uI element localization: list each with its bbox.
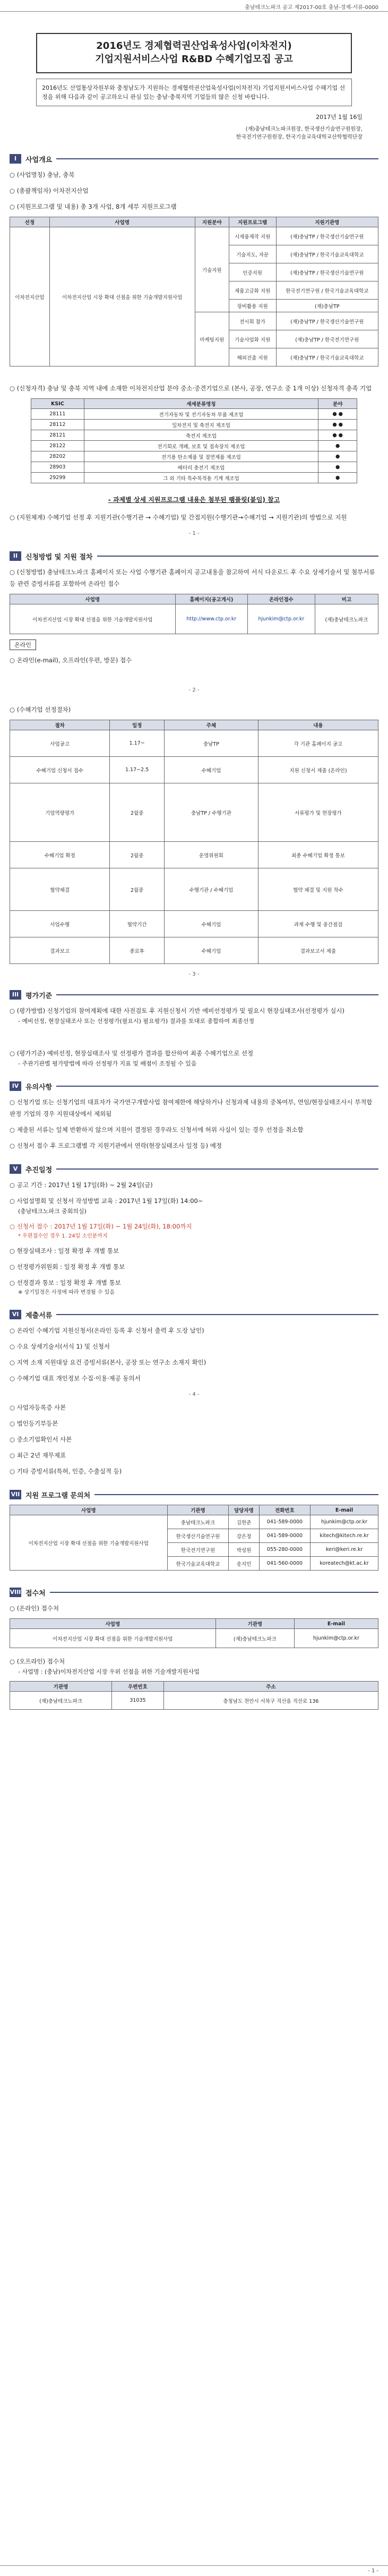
section-title: 지원 프로그램 문의처 (25, 1491, 91, 1500)
section-rule (56, 1086, 378, 1087)
cell: 충남TP / 수행기관 (165, 783, 258, 842)
contact-table-wrap (10, 1505, 378, 1571)
section-number: VI (10, 1310, 21, 1319)
online-reception-table (10, 1618, 378, 1648)
col-header: 사업명 (49, 217, 195, 227)
offline-reception-title: ○ (오프라인) 접수처 (10, 1658, 65, 1665)
eval-method: ○ (평가방법) 신청기업의 참여계획에 대한 사전검토 후 지원신청서 기반 예비선정평가 및 필요시 현장실태조사(선정평가 실시) (10, 1007, 344, 1014)
schedule-period: ○ 공고 기간 : 2017년 1월 17일(화) ~ 2월 24일(금) (10, 1181, 153, 1189)
cell: 이차전지산업 시장 확대 선점을 위한 기술개발지원사업 (10, 1629, 216, 1648)
section-rule (56, 1314, 378, 1315)
eval-criteria: ○ (평가기준) 예비선정, 현장실태조사 및 선정평가 결과를 합산하여 최종 수혜기업으로 선정 (10, 1050, 254, 1057)
cell: 충남테크노파크 (167, 1515, 229, 1529)
col-header: 온라인접수 (247, 594, 315, 604)
cell: 041-589-0000 (259, 1529, 310, 1543)
flow-table-wrap (10, 720, 378, 964)
online-label: 온라인 (10, 639, 36, 650)
cell: ● (318, 473, 357, 483)
section-rule (56, 158, 378, 159)
cell: 협약 체결 및 지원 착수 (258, 868, 378, 911)
section-title: 평가기준 (25, 992, 53, 1000)
table-row (31, 451, 357, 462)
cell: 송지민 (229, 1557, 260, 1571)
cell: 수혜기업 신청서 접수 (10, 757, 110, 783)
col-header: 지원기관명 (276, 217, 378, 227)
cell: 기업역량평가 (10, 783, 110, 842)
col-header: 일정 (110, 720, 165, 730)
cell: 041-589-0000 (259, 1515, 310, 1529)
caution-2: ○ 제출된 서류는 일체 반환하지 않으며 지원이 결정된 경우라도 신청서에 허위 사실이 있는 경우 선정을 취소함 (10, 1126, 304, 1133)
cell: (재)충남테크노파크 (10, 1692, 112, 1710)
cell: 055-280-0000 (259, 1543, 310, 1557)
cell: 31035 (112, 1692, 164, 1710)
apply-method: ○ (신청방법) 충남테크노파크 홈페이지 또는 사업 수행기관 홈페이지 공고내용을 참고하여 서식 다운로드 후 수요 상세기술서 및 첨부서류 등 관련 증빙서류를 포함하여 온라인 접수 (10, 568, 375, 587)
program-table-wrap (10, 217, 378, 366)
section-number: VII (10, 1490, 21, 1499)
caution-3: ○ 신청서 접수 후 프로그램별 각 지원기관에서 연락(현장실태조사 일정 등) 예정 (10, 1142, 222, 1149)
section-reception (10, 1586, 378, 1598)
cell: (재)충남TP (276, 300, 378, 312)
col-header: 주체 (165, 720, 258, 730)
docs-list-item: ○ 최근 2년 재무제표 (10, 1452, 66, 1459)
cell: 28122 (31, 441, 84, 451)
cell: 결과보고서 제출 (258, 937, 378, 964)
cell: ● ● (318, 409, 357, 420)
schedule-submission: ○ 신청서 접수 : 2017년 1월 17일(화) ~ 1월 24일(화), 18:00까지 (10, 1223, 192, 1230)
cell: 결과보고 (10, 937, 110, 964)
schedule-briefing: ○ 사업설명회 및 신청서 작성방법 교육 : 2017년 1월 17일(화) 14:00~ (10, 1197, 203, 1205)
cell: 사업수행 (10, 911, 110, 937)
table-row (10, 1692, 378, 1710)
col-header: 전화번호 (259, 1505, 310, 1515)
cell: 충청남도 천안시 서북구 직산읍 직산로 136 (163, 1692, 378, 1710)
cell: 전시회 참가 (229, 312, 276, 330)
email-link[interactable]: koreatech@kt.ac.kr (311, 1557, 378, 1571)
cell: 이차전지산업 (10, 227, 50, 366)
col-header: 사업명 (10, 1505, 168, 1515)
col-header: E-mail (294, 1619, 378, 1629)
cell: 041-560-0000 (259, 1557, 310, 1571)
apply-table-wrap (10, 594, 378, 634)
cell: 인증지원 (229, 263, 276, 282)
cell: 수혜기업 (165, 911, 258, 937)
apply-channels: ○ 온라인(e-mail), 오프라인(우편, 방문) 접수 (10, 656, 132, 664)
cell: 해외진출 지원 (229, 348, 276, 366)
ksic-table (31, 398, 357, 483)
cell: 기술지도, 자문 (229, 245, 276, 263)
document-header: 충남테크노파크 공고 제2017-00호 충남-경제-서류-0000 (0, 0, 388, 12)
homepage-link[interactable]: http://www.ctp.or.kr (175, 604, 247, 634)
schedule-site-survey: ○ 현장실태조사 : 일정 확정 후 개별 통보 (10, 1247, 119, 1255)
page-divider: - 2 - (188, 687, 200, 693)
cell: 운영위원회 (165, 842, 258, 868)
docs-1: ○ 온라인 수혜기업 지원신청서(온라인 등록 후 신청서 출력 후 도장 날인) (10, 1327, 204, 1334)
online-table-wrap (10, 1618, 378, 1648)
section-title: 추진일정 (25, 1166, 53, 1174)
section-number: II (10, 551, 21, 561)
cell: 전기자동차 및 전기자동차 부품 제조업 (84, 409, 318, 420)
section-title: 제출서류 (25, 1311, 53, 1320)
col-header: KSIC (31, 399, 84, 409)
section-apply (10, 550, 378, 562)
cell: 28903 (31, 462, 84, 473)
cell: ● (318, 451, 357, 462)
page-divider: - 4 - (188, 1392, 200, 1397)
cell: 한국생산기술연구원 (167, 1529, 229, 1543)
cell: 지원 신청서 제출 (온라인) (258, 757, 378, 783)
cell: 과제 수행 및 중간점검 (258, 911, 378, 937)
docs-3: ○ 지역 소재 지원대상 요건 증빙서류(본사, 공장 또는 연구소 소재지 확인) (10, 1359, 206, 1366)
cell: 강은정 (229, 1529, 260, 1543)
cell: 최종 수혜기업 확정 통보 (258, 842, 378, 868)
cell: 이차전지산업 시장 확대 선점을 위한 기술개발지원사업 (49, 227, 195, 366)
overview-lead: ○ (총괄책임자) 이차전지산업 (10, 187, 89, 194)
col-header: 내용 (258, 720, 378, 730)
overview-support-system: ○ (지원체계) 수혜기업 선정 후 지원기관(수행기관 → 수혜기업) 및 간접지원(수행기관→수혜기업 → 지원기관)의 방법으로 지원 (10, 514, 347, 521)
cell: 수혜기업 (165, 757, 258, 783)
cell: ● (318, 462, 357, 473)
cell: 2월중 (110, 783, 165, 842)
col-header: 세세분류명칭 (84, 399, 318, 409)
apply-table (10, 594, 378, 634)
organizations (10, 125, 363, 141)
cell: (재)충남테크노파크 (215, 1629, 294, 1648)
org-line: (재)충남테크노파크원장, 한국생산기술연구원원장, (245, 126, 363, 132)
cell: (재)충남TP / 한국기술교육대학교 (276, 245, 378, 263)
section-title: 유의사항 (25, 1083, 53, 1091)
table-row (10, 937, 378, 964)
col-header: 기관명 (167, 1505, 229, 1515)
section-number: III (10, 990, 21, 1000)
cell: (재)충남TP / 한국기술교육대학교 (276, 348, 378, 366)
table-row (10, 757, 378, 783)
cell: (재)충남TP / 한국전기연구원 (276, 330, 378, 348)
section-title: 신청방법 및 지원 절차 (25, 553, 93, 561)
email-link[interactable]: hjunkim@ctp.or.kr (247, 604, 315, 634)
section-number: VIII (10, 1588, 21, 1597)
cell: 28121 (31, 430, 84, 441)
cell: 2월중 (110, 868, 165, 911)
table-row (10, 783, 378, 842)
schedule-result: ○ 선정결과 통보 : 일정 확정 후 개별 통보 (10, 1279, 121, 1286)
cell: 한국전기연구원 / 한국기술교육대학교 (276, 282, 378, 300)
email-link[interactable]: kitech@kitech.re.kr (311, 1529, 378, 1543)
section-title: 접수처 (25, 1589, 46, 1598)
col-header: 담당자명 (229, 1505, 260, 1515)
eval-method-detail: - 예비선정, 현장실태조사 또는 선정평가(필요시) 필요평가) 결과를 토대로 종합하여 최종선정 (18, 1018, 254, 1025)
announcement-date: 2017년 1월 16일 (316, 114, 363, 121)
cell: 전기회로 개폐, 보호 및 접속장치 제조업 (84, 441, 318, 451)
col-header: E-mail (311, 1505, 378, 1515)
title-line2: 기업지원서비스사업 R&BD 수혜기업모집 공고 (95, 54, 293, 65)
docs-2: ○ 수요 상세기술서(서식 1) 및 신청서 (10, 1343, 110, 1350)
section-title: 사업개요 (25, 156, 53, 164)
cell: 사업공고 (10, 730, 110, 757)
cell: (재)충남TP / 한국생산기술연구원 (276, 227, 378, 245)
title-line1: 2016년도 경제협력권산업육성사업(이차전지) (96, 40, 292, 52)
email-link[interactable]: hjunkim@ctp.or.kr (294, 1629, 378, 1648)
cell: ● ● (318, 430, 357, 441)
cell: 각 기관 홈페이지 공고 (258, 730, 378, 757)
section-contact (10, 1489, 378, 1500)
section-schedule (10, 1163, 378, 1175)
offline-reception-table (10, 1681, 378, 1710)
cell: 협약기간 (110, 911, 165, 937)
table-row (10, 911, 378, 937)
cell: 김현준 (229, 1515, 260, 1529)
cell: 28111 (31, 409, 84, 420)
table-row (10, 842, 378, 868)
table-row (10, 1629, 378, 1648)
online-reception-title: ○ (온라인) 접수처 (10, 1605, 59, 1612)
table-row (10, 1515, 378, 1529)
cell: ● (318, 441, 357, 451)
col-header: 사업명 (10, 594, 176, 604)
col-header: 우편번호 (112, 1682, 164, 1692)
col-header: 지원분야 (195, 217, 229, 227)
section-number: IV (10, 1081, 21, 1091)
cell: 배터리 충전기 제조업 (84, 462, 318, 473)
section-eval (10, 989, 378, 1001)
section-overview (10, 153, 378, 165)
section-rule (94, 1494, 378, 1495)
overview-programs: ○ (지원프로그램 및 내용) 총 3개 사업, 8개 세부 지원프로그램 (10, 203, 177, 210)
cell: 수혜기업 (165, 937, 258, 964)
table-row (31, 430, 357, 441)
docs-list-item: ○ 기타 증빙서류(특허, 인증, 수출실적 등) (10, 1468, 122, 1475)
cell: 축전지 제조업 (84, 430, 318, 441)
offline-reception-note: - 사업명 : (충남)이차전지산업 시장 우위 선점을 위한 기술개발지원사업 (18, 1668, 200, 1675)
contact-table (10, 1505, 378, 1571)
cell: 그 외 기타 특수목적용 기계 제조업 (84, 473, 318, 483)
cell: 수혜기업 확정 (10, 842, 110, 868)
table-row (10, 868, 378, 911)
cell: 1.17~ (110, 730, 165, 757)
cell: 장비활용 지원 (229, 300, 276, 312)
col-header: 선정 (10, 217, 50, 227)
table-row (31, 462, 357, 473)
section-rule (56, 1168, 378, 1170)
table-row (31, 441, 357, 451)
cell: 박성원 (229, 1543, 260, 1557)
col-header: 기관명 (10, 1682, 112, 1692)
section-number: I (10, 154, 21, 164)
cell: 종료후 (110, 937, 165, 964)
cell: (재)충남테크노파크 (315, 604, 378, 634)
program-table (10, 217, 378, 366)
table-row (10, 730, 378, 757)
table-row (10, 227, 378, 245)
cell: 한국기술교육대학교 (167, 1557, 229, 1571)
cell: 협약체결 (10, 868, 110, 911)
cell: 충남TP (165, 730, 258, 757)
schedule-submission-note: * 우편접수인 경우 1. 24일 소인분까지 (18, 1233, 108, 1239)
section-rule (56, 994, 378, 995)
cell: 이차전지산업 시장 확대 선점을 위한 기술개발지원사업 (10, 604, 176, 634)
section-rule (50, 1592, 378, 1593)
overview-name: ○ (사업명칭) 충남, 충북 (10, 171, 75, 178)
cell: 28112 (31, 420, 84, 430)
page-footer: - 1 - (0, 2565, 388, 2576)
email-link[interactable]: hjunkim@ctp.or.kr (311, 1515, 378, 1529)
cell: 전기용 탄소제품 및 절연제품 제조업 (84, 451, 318, 462)
table-row (31, 473, 357, 483)
eval-criteria-detail: - 주관기관별 평가방법에 따라 선정평가 지표 및 배점이 조정될 수 있음 (18, 1060, 197, 1067)
org-line: 한국전기연구원원장, 한국기술교육대학교산학협력단장 (236, 134, 363, 140)
table-row (10, 604, 378, 634)
table-row (31, 420, 357, 430)
flow-title: ○ (수혜기업 선정절차) (10, 706, 71, 713)
col-header: 비고 (315, 594, 378, 604)
cell: 기술사업화 지원 (229, 330, 276, 348)
col-header: 사업명 (10, 1619, 216, 1629)
schedule-note: ※ 상기일정은 사정에 따라 변경될 수 있음 (18, 1290, 115, 1295)
col-header: 분야 (318, 399, 357, 409)
cell: ● ● (318, 420, 357, 430)
cell: (재)충남TP / 한국생산기술연구원 (276, 312, 378, 330)
page-divider: - 3 - (188, 971, 200, 977)
col-header: 지원프로그램 (229, 217, 276, 227)
ksic-table-wrap (10, 398, 378, 483)
cell: 시제품제작 지원 (229, 227, 276, 245)
cell: 서류평가 및 현장평가 (258, 783, 378, 842)
intro-box: 2016년도 산업통상자원부와 충청남도가 지원하는 경제협력권산업육성사업(이차전지) 기업지원서비스사업 수혜기업 선정을 위해 다음과 같이 공고하오니 관심 있는 충남·충북지역 기업들의 많은 신청 바랍니다. (36, 79, 352, 106)
section-docs (10, 1309, 378, 1320)
schedule-committee: ○ 선정평가위원회 : 일정 확정 후 개별 통보 (10, 1263, 125, 1270)
docs-list-item: ○ 법인등기부등본 (10, 1420, 58, 1427)
caution-1: ○ 신청기업 또는 신청기업의 대표자가 국가연구개발사업 참여제한에 해당하거나 신청과제 내용의 중복여부, 연임/현장실태조사시 부적합 판정 기업의 경우 지원대상에서 제외됨 (10, 1098, 373, 1118)
table-row (31, 409, 357, 420)
col-header: 기관명 (215, 1619, 294, 1629)
cell: 1.17~2.5 (110, 757, 165, 783)
cell: 29299 (31, 473, 84, 483)
section-rule (97, 556, 378, 557)
page-divider: - 1 - (188, 531, 200, 536)
email-link[interactable]: keri@keri.re.kr (311, 1543, 378, 1557)
cell: 한국전기연구원 (167, 1543, 229, 1557)
cell: 마케팅지원 (195, 312, 229, 366)
overview-eligibility: ○ (신청자격) 충남 및 충북 지역 내에 소재한 이차전지산업 분야 중소·중견기업으로 (본사, 공장, 연구소 중 1개 이상) 신청자격 충족 기업 (10, 385, 372, 392)
section-number: V (10, 1164, 21, 1174)
col-header: 홈페이지(공고게시) (175, 594, 247, 604)
col-header: 절차 (10, 720, 110, 730)
flow-table (10, 720, 378, 964)
docs-list-item: ○ 중소기업확인서 사본 (10, 1436, 72, 1443)
docs-4: ○ 수혜기업 대표 개인정보 수집·이용·제공 동의서 (10, 1375, 141, 1382)
col-header: 주소 (163, 1682, 378, 1692)
cell: 일차전지 및 축전지 제조업 (84, 420, 318, 430)
offline-table-wrap (10, 1681, 378, 1710)
title-block (36, 33, 352, 73)
cell: 2월중 (110, 842, 165, 868)
cell: 제품고급화 지원 (229, 282, 276, 300)
docs-list-item: ○ 사업자등록증 사본 (10, 1404, 66, 1411)
cell: 이차전지산업 시장 확대 선점을 위한 기술개발지원사업 (10, 1515, 168, 1571)
cell: 기술지원 (195, 227, 229, 312)
schedule-briefing-place: (충남테크노파크 중회의실) (18, 1208, 87, 1215)
cell: (재)충남TP / 한국생산기술연구원 (276, 263, 378, 282)
section-caution (10, 1080, 378, 1092)
emphasis-note: - 과제별 상세 지원프로그램 내용은 첨부된 팸플릿(붙임) 참고 (108, 496, 280, 504)
cell: 수행기관 / 수혜기업 (165, 868, 258, 911)
cell: 28202 (31, 451, 84, 462)
